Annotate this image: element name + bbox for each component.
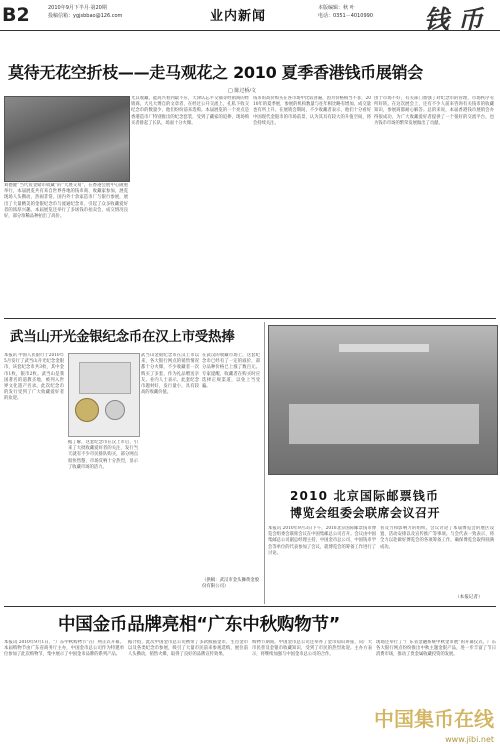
exhibition-hall-photo <box>4 96 130 182</box>
article4-column-1: 本报讯 2010年9月1日，“广东中秋购物节”在广州正式开幕。本届购物节由广东省商务厅主办，中国金币总公司作为特邀单位参加了此次购物节，集中展示了中国金币品牌的系列产品。 <box>4 640 124 658</box>
page-number: B2 <box>2 4 30 26</box>
article4-column-4: 现场还举行了“广东省金融系统中秋金币展”的开幕仪式，广东各大银行网点纷纷推出中秋主题金银产品，进一步丰富了节日消费市场，推动了贵金属收藏投资的发展。 <box>376 640 496 658</box>
commemorative-coins-photo <box>68 353 140 437</box>
coin-box-icon <box>79 362 131 394</box>
article1-column-1: 刘德健“当代资金储币收藏”的“大展交易”，在香港会展中心隆重举行，本届展览共有来自世界各地的钱币商、收藏家参加，展览现场人头攒动，热闹非常。国内外十余家造币厂与银行参展，展出了大量精美的金银纪念币与流通纪念币，引起了众多收藏爱好者的浓厚兴趣。本届展览还举行了多场钱币拍卖会，成交情况良好，部分珍稀品种拍出了高价。 <box>4 183 128 220</box>
silver-coin-icon <box>105 400 125 420</box>
section-divider-2 <box>4 606 496 607</box>
watermark-url: www.jibi.net <box>445 735 494 744</box>
submission-email: 投稿信箱：ygjsbbao@126.com <box>48 13 123 19</box>
article4-column-2: 据介绍，此次中国金币总公司携带了多款熊猫金币、生肖金币以及各类纪念币参展，吸引了大量市民前来参观选购，展位前人头攒动，销售火爆，取得了良好的品牌宣传效果。 <box>128 640 248 658</box>
editor-credit: 本版编辑：秋 叶 <box>318 5 355 11</box>
meeting-room-photo <box>268 325 498 475</box>
article3-title-line1: 2010 北京国际邮票钱币 <box>290 489 440 503</box>
section-divider <box>4 318 496 319</box>
brand-logo: 钱 币 <box>424 5 483 34</box>
phone-number: 电话：0351－4010990 <box>318 13 373 19</box>
article1-column-3: 钱币的高价购买在各市场中比较普遍，因为价格相当不菲，2010年的夏季展，参展的机构数量与往年相比略有增加，成交量也有所上升。在展销会期间，不少收藏者表示，他们十分看好中国现代金银币的市场前景，认为其具有较大的升值空间，将会持续关注。 <box>253 96 371 126</box>
article3-credit: （本报记者） <box>455 595 483 600</box>
article4-column-3: 购物节期间，中国金币总公司还举办了金币知识讲座，向广大市民普及金银币收藏知识，受到了市民的热烈欢迎。主办方表示，将继续加强与中国金币总公司的合作。 <box>252 640 372 658</box>
issue-date: 2010年9月下半月·第20期 <box>48 5 107 11</box>
article3-column-1: 本报讯 2010年9月3日下午，2010北京国际邮票钱币博览会组委会联席会议在中国集邮总公司召开。会议由中国集邮总公司副总经理主持，中国金币总公司、中国钱币学会等单位的代表参加了会议，就博览会的筹备工作进行了讨论。 <box>268 526 376 556</box>
article1-column-4: 由于市场不好，有关部门加强了对纪念币的管理，市场秩序有所好转。在这次展会上，还有不少人前来咨询有关钱币的收藏知识，参展商都耐心解答。总的来说，本届香港钱币展销会办得很成功，为广大收藏爱好者提供了一个很好的交流平台，也为钱币市场的繁荣发展做出了贡献。 <box>374 96 494 126</box>
article1-column-2: 光其收藏，能高兴看到最不应，天津认忘平交铺等经销商的经销商。大凡大博自的文章者，在经过公开交流上，孔私下收交纪念币的数量少，他们纷纷前来选购。本届展览的一个亮点是香港造币厂特别推出的纪念套装，受到了藏家的追捧，现场购买者排起了长队，场面十分火爆。 <box>131 96 249 126</box>
meeting-table-icon <box>289 404 479 444</box>
article2-title: 武当山开光金银纪念币在汉上市受热捧 <box>10 329 235 345</box>
watermark-logo: 中国集币在线 <box>374 707 494 731</box>
article3-title-line2: 博览会组委会联席会议召开 <box>290 506 441 520</box>
gold-coin-icon <box>75 398 99 422</box>
article2-column-1: 本报讯 中国人民银行于2010年5月发行了武当山开光纪念金银币，该套纪念币共3枚，其中金币1枚，银币2枚。武当山是我国著名的道教圣地，被列入世界文化遗产名录。此次纪念币的发行受到了广大收藏爱好者的欢迎。 <box>4 353 64 402</box>
article1-title: 莫待无花空折枝——走马观花之 2010 夏季香港钱币展销会 <box>8 63 423 82</box>
article2-column-2: 据了解，这套纪念币在汉上市后，引来了大批收藏爱好者的关注，发行当天就有不少市民排队购买，部分网点很快售罄，市场反响十分热烈，显示了收藏市场的活力。 <box>68 440 138 470</box>
article2-column-4: 在武汉的收藏市场上，这套纪念币已经有了一定的溢价，部分品种价格已上涨了数百元。专家提醒，收藏者在购买时应选择正规渠道，以免上当受骗。 <box>202 353 260 390</box>
page-header <box>0 0 500 34</box>
article2-credit: （供稿：武汉市金头狮黄金股份有限公司） <box>202 578 260 589</box>
column-divider <box>264 322 265 604</box>
article3-column-2: 普及力和影响力的组织。会议讨论了本届博览会的展区设置、活动安排以及宣传推广等事项。与会代表一致表示，将全力以赴做好博览会的各项筹备工作，确保博览会取得圆满成功。 <box>380 526 494 550</box>
article2-column-3: 武当山金银纪念币在汉上市以来，各大银行网点的销售情况都十分火爆，不少收藏者一次购买了多套，作为礼品赠送亲友。业内人士表示，此套纪念币题材好，发行量小，具有较高的收藏价值。 <box>141 353 199 396</box>
meeting-banner-icon <box>339 344 429 352</box>
section-title: 业内新闻 <box>210 9 267 24</box>
article1-byline: □ 陈过桥/文 <box>228 88 256 94</box>
article4-title: 中国金币品牌亮相“广东中秋购物节” <box>58 615 341 635</box>
